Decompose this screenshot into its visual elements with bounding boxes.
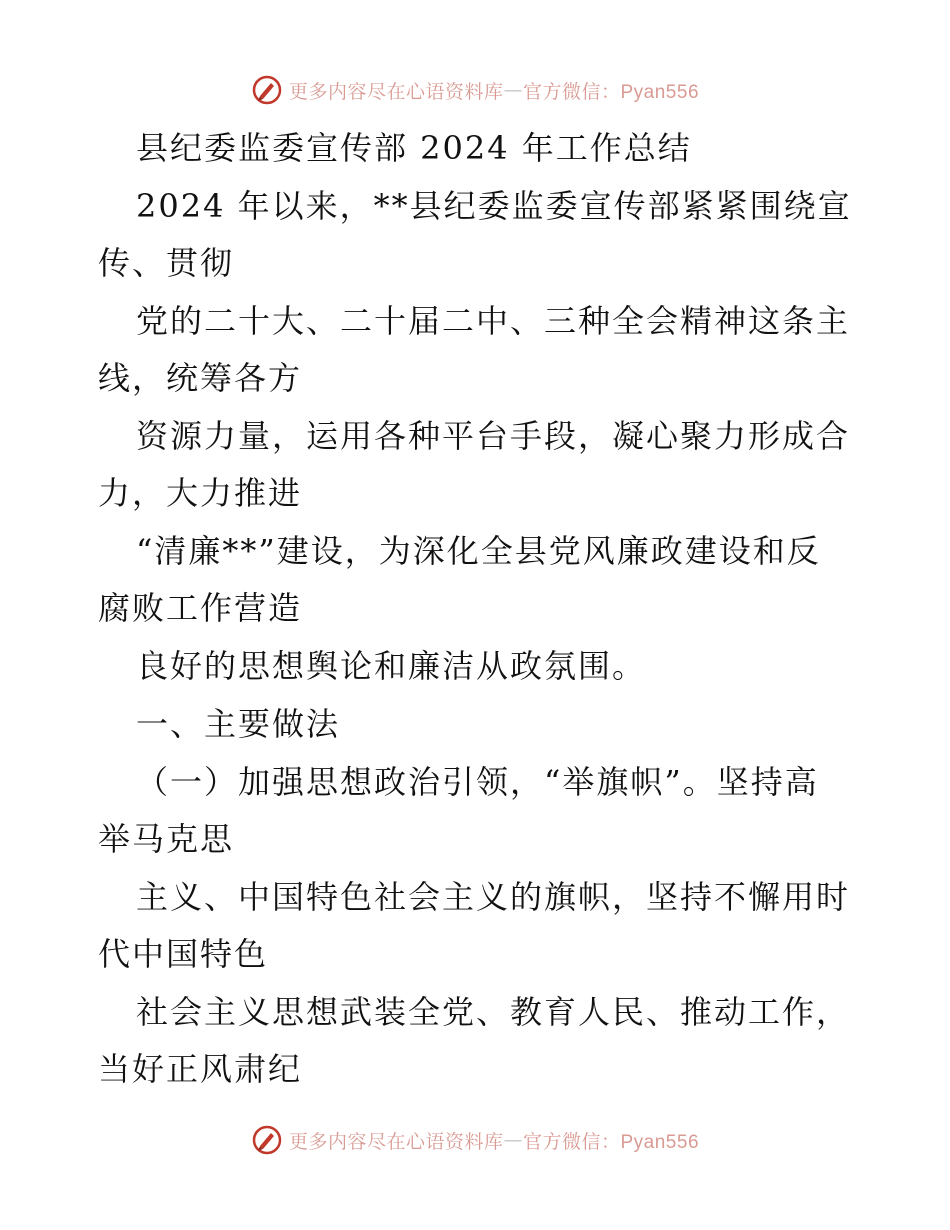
- paragraph-line: 力，大力推进: [98, 474, 303, 512]
- watermark-text: 更多内容尽在心语资料库: [288, 80, 504, 103]
- paragraph-line: 社会主义思想武装全党、教育人民、推动工作，: [136, 993, 851, 1031]
- watermark-separator: —: [503, 79, 523, 101]
- pen-circle-logo-icon: [251, 74, 283, 106]
- paragraph-line: （一）加强思想政治引领，“举旗帜”。坚持高: [136, 763, 819, 801]
- paragraph-line: 线，统筹各方: [98, 359, 303, 397]
- paragraph-line: 党的二十大、二十届二中、三种全会精神这条主: [136, 302, 851, 340]
- paragraph-line: 2024 年以来，**县纪委监委宣传部紧紧围绕宣: [136, 187, 852, 225]
- watermark-text: 更多内容尽在心语资料库: [288, 1130, 504, 1153]
- watermark-separator: —: [503, 1129, 523, 1151]
- document-title: 县纪委监委宣传部 2024 年工作总结: [136, 129, 692, 167]
- paragraph-line: “清廉**”建设，为深化全县党风廉政建设和反: [136, 532, 821, 570]
- paragraph-line: 腐败工作营造: [98, 589, 303, 627]
- paragraph-line: 传、贯彻: [98, 244, 235, 282]
- watermark-header: [0, 70, 950, 110]
- pen-circle-logo-icon: [251, 1124, 283, 1156]
- paragraph-line: 资源力量，运用各种平台手段，凝心聚力形成合: [136, 417, 851, 455]
- watermark-footer: [0, 1120, 950, 1160]
- paragraph-line: 举马克思: [98, 820, 235, 858]
- watermark-contact: 官方微信：Pyan556: [523, 1131, 700, 1153]
- paragraph-line: 当好正风肃纪: [98, 1050, 303, 1088]
- watermark-contact: 官方微信：Pyan556: [523, 81, 700, 103]
- paragraph-line: 良好的思想舆论和廉洁从政氛围。: [136, 647, 647, 685]
- paragraph-line: 代中国特色: [98, 935, 269, 973]
- section-heading: 一、主要做法: [136, 705, 341, 743]
- paragraph-line: 主义、中国特色社会主义的旗帜，坚持不懈用时: [136, 878, 851, 916]
